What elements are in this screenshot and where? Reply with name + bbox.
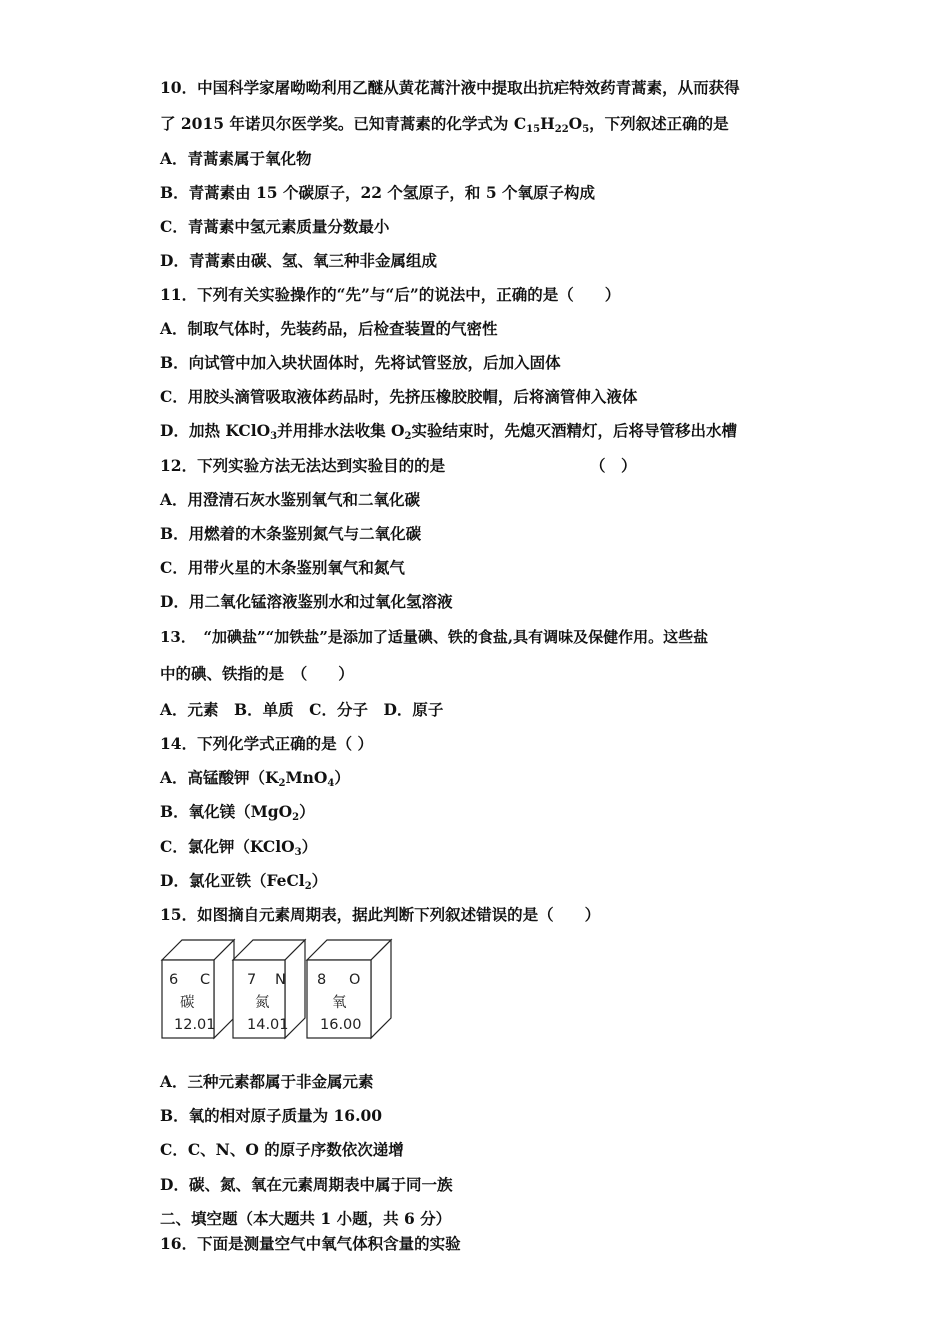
- q15-option-d: D．碳、氮、氧在元素周期表中属于同一族: [160, 1175, 453, 1194]
- element-cell-carbon: 6 C 碳 12.01: [160, 938, 236, 1040]
- q10-option-a: A．青蒿素属于氧化物: [160, 149, 312, 168]
- q13-options: A．元素 B．单质 C．分子 D．原子: [160, 700, 444, 719]
- q15-option-b: B．氧的相对原子质量为 16.00: [160, 1106, 383, 1125]
- q11-option-d: D．加热 KClO$_3$并用排水法收集 $O_2$实验结束时，先熄灭酒精灯，后将导管移出水槽: [160, 421, 737, 442]
- section-heading: 二、填空题（本大题共 1 小题，共 6 分）: [160, 1209, 452, 1228]
- q10-option-b: B．青蒿素由 15 个碳原子，22 个氢原子，和 5 个氧原子构成: [160, 183, 596, 202]
- q12-option-c: C．用带火星的木条鉴别氧气和氮气: [160, 558, 405, 577]
- q15-option-a: A．三种元素都属于非金属元素: [160, 1072, 374, 1091]
- q12-option-a: A．用澄清石灰水鉴别氧气和二氧化碳: [160, 490, 421, 509]
- q14-option-a: A．高锰酸钾$(K_2MnO_4)$: [160, 768, 350, 789]
- q14-option-c: C．氯化钾（KClO$_3$）: [160, 837, 318, 858]
- q13-stem-line2: 中的碘、铁指的是 （ ）: [160, 664, 354, 683]
- q11-option-a: A．制取气体时，先装药品，后检查装置的气密性: [160, 319, 498, 338]
- q12-option-b: B．用燃着的木条鉴别氮气与二氧化碳: [160, 524, 422, 543]
- q16-stem: 16．下面是测量空气中氧气体积含量的实验: [160, 1234, 461, 1253]
- q11-stem: 11．下列有关实验操作的“先”与“后”的说法中，正确的是（ ）: [160, 285, 621, 304]
- q11-option-b: B．向试管中加入块状固体时，先将试管竖放，后加入固体: [160, 353, 561, 372]
- q15-option-c: C．C、N、O 的原子序数依次递增: [160, 1140, 404, 1159]
- q10-stem-line2: 了 2015 年诺贝尔医学奖。已知青蒿素的化学式为 $C_{15}H_{22}O_5$，下列叙述正确的是: [160, 114, 729, 135]
- q12-option-d: D．用二氧化锰溶液鉴别水和过氧化氢溶液: [160, 592, 453, 611]
- q10-option-c: C．青蒿素中氢元素质量分数最小: [160, 217, 390, 236]
- q11-option-c: C．用胶头滴管吸取液体药品时，先挤压橡胶胶帽，后将滴管伸入液体: [160, 387, 638, 406]
- q14-option-b: B．氧化镁（MgO$_2$）: [160, 802, 315, 823]
- q10-option-d: D．青蒿素由碳、氢、氧三种非金属组成: [160, 251, 437, 270]
- q14-stem: 14．下列化学式正确的是（ ）: [160, 734, 373, 753]
- q15-stem: 15．如图摘自元素周期表，据此判断下列叙述错误的是（ ）: [160, 905, 601, 924]
- element-cell-nitrogen: 7 N 氮 14.01: [231, 938, 307, 1040]
- q14-option-d: D．氯化亚铁（FeCl$_2$）: [160, 871, 328, 892]
- answer-paren: （ ）: [590, 456, 637, 475]
- q13-stem-line1: 13． “加碘盐”“加铁盐”是添加了适量碘、铁的食盐,具有调味及保健作用。这些盐: [160, 628, 709, 646]
- element-cell-oxygen: 8 O 氧 16.00: [305, 938, 393, 1040]
- q10-stem-line1: 10．中国科学家屠呦呦利用乙醚从黄花蒿汁液中提取出抗疟特效药青蒿素，从而获得: [160, 78, 740, 97]
- q12-stem: 12．下列实验方法无法达到实验目的的是 （ ）: [160, 456, 637, 475]
